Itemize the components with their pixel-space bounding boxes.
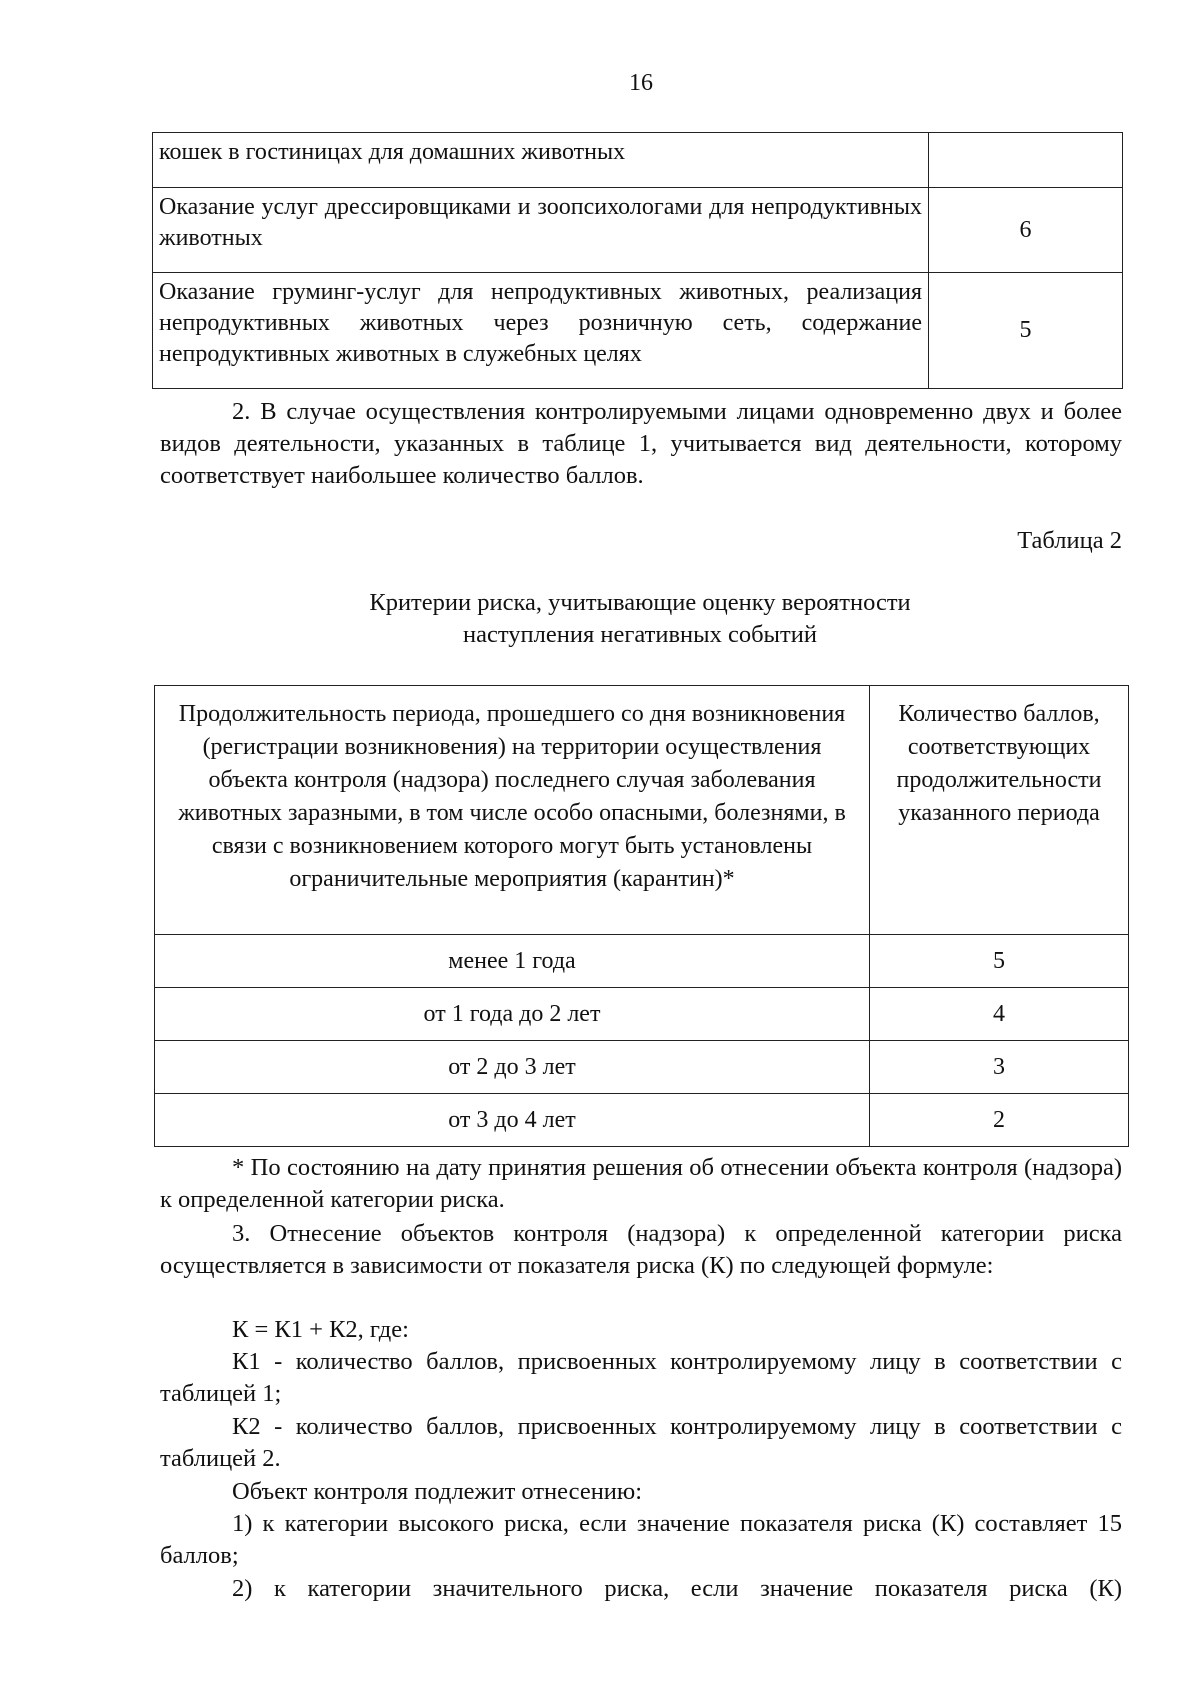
table-2-title-line-2: наступления негативных событий [463, 621, 817, 648]
table-2-label: Таблица 2 [1017, 527, 1122, 554]
period-cell: от 2 до 3 лет [155, 1041, 870, 1094]
score-cell: 5 [929, 273, 1123, 389]
paragraph-2: 2. В случае осуществления контролируемыми лицами одновременно двух и более видов деятельности, указанных в таблице 1, учитывается вид деятельности, которому соответствует наибольшее количество баллов. [160, 398, 1122, 489]
activity-cell: кошек в гостиницах для домашних животных [153, 133, 929, 188]
score-cell: 4 [870, 988, 1129, 1041]
table-row [153, 133, 1123, 188]
period-cell: от 1 года до 2 лет [155, 988, 870, 1041]
k1-definition: К1 - количество баллов, присвоенных контролируемому лицу в соответствии с таблицей 1; [160, 1348, 1122, 1407]
formula: К = К1 + К2, где: [232, 1316, 409, 1343]
score-cell: 5 [870, 935, 1129, 988]
table-row [155, 988, 1129, 1041]
page-number: 16 [629, 70, 653, 96]
header-score: Количество баллов, соответствующих продолжительности указанного периода [870, 686, 1129, 935]
table-2-title-line-1: Критерии риска, учитывающие оценку вероятности [369, 589, 911, 616]
table-row [153, 273, 1123, 389]
assignment-intro: Объект контроля подлежит отнесению: [232, 1478, 643, 1505]
table-2 [154, 685, 1129, 1147]
table-row [155, 1041, 1129, 1094]
activity-cell: Оказание груминг-услуг для непродуктивных животных, реализация непродуктивных животных через розничную сеть, содержание непродуктивных животных в служебных целях [153, 273, 929, 389]
table-row [155, 935, 1129, 988]
item-2: 2) к категории значительного риска, если значение показателя риска (К) [232, 1575, 1122, 1602]
k2-definition: К2 - количество баллов, присвоенных контролируемому лицу в соответствии с таблицей 2. [160, 1413, 1122, 1472]
header-period: Продолжительность периода, прошедшего со дня возникновения (регистрации возникновения) на территории осуществления объекта контроля (надзора) последнего случая заболевания животных заразными, в том числе особо опасными, болезнями, в связи с возникновением которого могут быть установлены ограничительные мероприятия (карантин)* [155, 686, 870, 935]
table-row [153, 188, 1123, 273]
score-cell: 6 [929, 188, 1123, 273]
paragraph-3: 3. Отнесение объектов контроля (надзора) к определенной категории риска осуществляется в зависимости от показателя риска (К) по следующей формуле: [160, 1220, 1122, 1279]
period-cell: от 3 до 4 лет [155, 1094, 870, 1147]
score-cell [929, 133, 1123, 188]
score-cell: 3 [870, 1041, 1129, 1094]
table-row [155, 1094, 1129, 1147]
table-1-continuation [152, 132, 1123, 389]
score-cell: 2 [870, 1094, 1129, 1147]
table-header-row [155, 686, 1129, 935]
table-2-title [250, 587, 1030, 651]
period-cell: менее 1 года [155, 935, 870, 988]
footnote: * По состоянию на дату принятия решения об отнесении объекта контроля (надзора) к определенной категории риска. [160, 1154, 1122, 1213]
activity-cell: Оказание услуг дрессировщиками и зоопсихологами для непродуктивных животных [153, 188, 929, 273]
item-1: 1) к категории высокого риска, если значение показателя риска (К) составляет 15 баллов; [160, 1510, 1122, 1569]
